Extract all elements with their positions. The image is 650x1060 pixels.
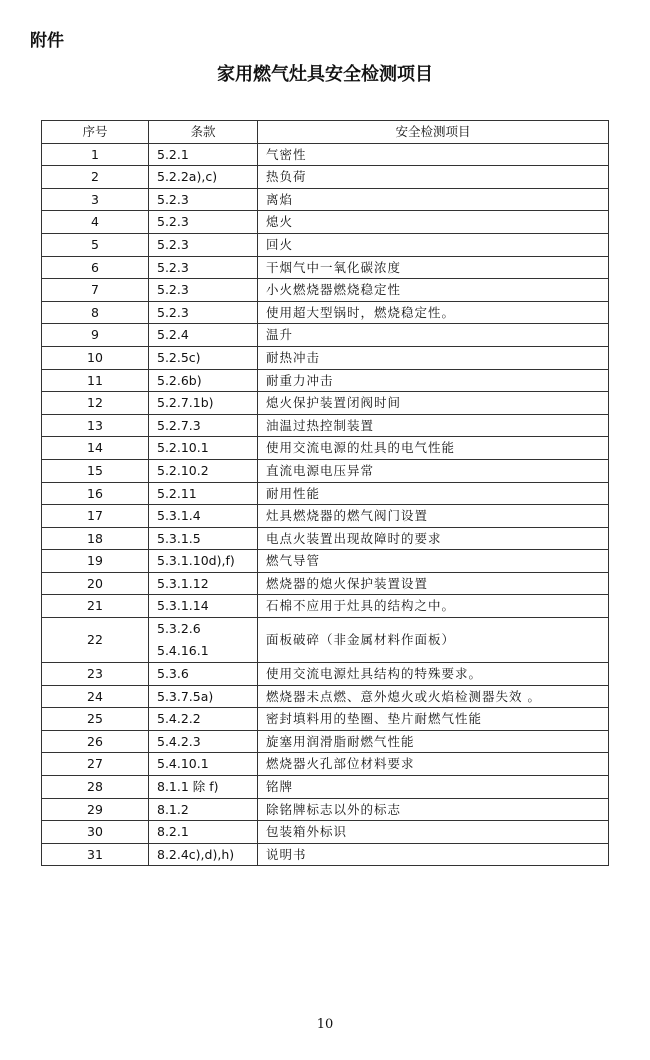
row-test-item: 面板破碎（非金属材料作面板）: [258, 618, 609, 663]
table-row: [42, 211, 609, 234]
table-row: [42, 324, 609, 347]
row-test-item: 油温过热控制装置: [258, 414, 609, 437]
row-test-item: 小火燃烧器燃烧稳定性: [258, 279, 609, 302]
clause-line: 5.4.2.3: [157, 733, 201, 749]
row-serial-number: 15: [42, 459, 149, 482]
row-serial-number: 8: [42, 301, 149, 324]
row-clause: [149, 663, 258, 686]
table-row: [42, 482, 609, 505]
table-row: [42, 708, 609, 731]
clause-line: 5.2.10.1: [157, 440, 209, 456]
row-clause: [149, 527, 258, 550]
table-row: [42, 301, 609, 324]
row-clause: [149, 505, 258, 528]
row-test-item: 熄火保护装置闭阀时间: [258, 392, 609, 415]
row-test-item: 气密性: [258, 143, 609, 166]
row-clause: [149, 482, 258, 505]
row-test-item: 使用交流电源灶具结构的特殊要求。: [258, 663, 609, 686]
document-title: 家用燃气灶具安全检测项目: [217, 64, 433, 85]
table-row: [42, 753, 609, 776]
row-test-item: 燃烧器未点燃、意外熄火或火焰检测器失效 。: [258, 685, 609, 708]
table-row: [42, 572, 609, 595]
clause-line: 5.2.4: [157, 327, 189, 343]
row-serial-number: 24: [42, 685, 149, 708]
table-row: [42, 821, 609, 844]
row-serial-number: 23: [42, 663, 149, 686]
safety-test-items-table: [41, 120, 609, 866]
row-clause: [149, 166, 258, 189]
row-clause: [149, 708, 258, 731]
row-serial-number: 12: [42, 392, 149, 415]
row-clause: [149, 211, 258, 234]
row-clause: [149, 730, 258, 753]
row-clause: [149, 843, 258, 866]
row-serial-number: 31: [42, 843, 149, 866]
row-serial-number: 13: [42, 414, 149, 437]
row-test-item: 灶具燃烧器的燃气阀门设置: [258, 505, 609, 528]
clause-line: 5.4.10.1: [157, 756, 209, 772]
clause-line: 5.4.2.2: [157, 711, 201, 727]
row-serial-number: 26: [42, 730, 149, 753]
row-clause: [149, 346, 258, 369]
clause-line: 5.3.6: [157, 666, 189, 682]
table-row: [42, 188, 609, 211]
table-row: [42, 527, 609, 550]
clause-line: 5.4.16.1: [157, 643, 209, 659]
table-row: [42, 233, 609, 256]
clause-line: 5.2.3: [157, 214, 189, 230]
clause-line: 5.3.1.5: [157, 530, 201, 546]
row-test-item: 包装箱外标识: [258, 821, 609, 844]
row-clause: [149, 550, 258, 573]
row-serial-number: 17: [42, 505, 149, 528]
row-serial-number: 1: [42, 143, 149, 166]
row-serial-number: 3: [42, 188, 149, 211]
row-test-item: 耐热冲击: [258, 346, 609, 369]
row-test-item: 温升: [258, 324, 609, 347]
clause-line: 5.3.1.14: [157, 598, 209, 614]
attachment-label: 附件: [30, 31, 64, 51]
row-clause: [149, 437, 258, 460]
row-serial-number: 20: [42, 572, 149, 595]
row-serial-number: 21: [42, 595, 149, 618]
row-test-item: 电点火装置出现故障时的要求: [258, 527, 609, 550]
row-clause: [149, 685, 258, 708]
row-clause: [149, 279, 258, 302]
clause-line: 5.2.7.3: [157, 417, 201, 433]
page-number: 10: [316, 1017, 334, 1032]
row-test-item: 熄火: [258, 211, 609, 234]
row-serial-number: 28: [42, 776, 149, 799]
clause-line: 5.2.1: [157, 146, 189, 162]
row-test-item: 石棉不应用于灶具的结构之中。: [258, 595, 609, 618]
row-serial-number: 10: [42, 346, 149, 369]
table-row: [42, 346, 609, 369]
row-test-item: 使用交流电源的灶具的电气性能: [258, 437, 609, 460]
row-test-item: 旋塞用润滑脂耐燃气性能: [258, 730, 609, 753]
row-test-item: 除铭牌标志以外的标志: [258, 798, 609, 821]
table-row: [42, 414, 609, 437]
clause-line: 5.2.6b): [157, 372, 202, 388]
row-test-item: 耐重力冲击: [258, 369, 609, 392]
header-test-item: 安全检测项目: [258, 121, 609, 144]
row-serial-number: 27: [42, 753, 149, 776]
row-serial-number: 29: [42, 798, 149, 821]
header-clause: 条款: [149, 121, 258, 144]
row-clause: [149, 324, 258, 347]
row-serial-number: 2: [42, 166, 149, 189]
header-serial-number: 序号: [42, 121, 149, 144]
row-test-item: 燃烧器火孔部位材料要求: [258, 753, 609, 776]
row-clause: [149, 572, 258, 595]
clause-line: 8.1.2: [157, 801, 189, 817]
row-test-item: 回火: [258, 233, 609, 256]
clause-line: 5.2.3: [157, 259, 189, 275]
clause-line: 5.3.2.6: [157, 621, 201, 637]
row-test-item: 燃气导管: [258, 550, 609, 573]
row-serial-number: 9: [42, 324, 149, 347]
row-clause: [149, 776, 258, 799]
table-row: [42, 256, 609, 279]
table-row: [42, 279, 609, 302]
row-clause: [149, 753, 258, 776]
clause-line: 8.2.4c),d),h): [157, 846, 235, 862]
clause-line: 5.2.3: [157, 191, 189, 207]
clause-line: 5.3.1.12: [157, 575, 209, 591]
row-clause: [149, 392, 258, 415]
row-clause: [149, 233, 258, 256]
row-test-item: 说明书: [258, 843, 609, 866]
clause-line: 5.2.2a),c): [157, 169, 218, 185]
row-clause: [149, 369, 258, 392]
clause-line: 5.3.1.10d),f): [157, 553, 235, 569]
row-serial-number: 4: [42, 211, 149, 234]
clause-line: 5.2.5c): [157, 349, 201, 365]
row-test-item: 直流电源电压异常: [258, 459, 609, 482]
row-clause: [149, 301, 258, 324]
row-clause: [149, 256, 258, 279]
row-test-item: 干烟气中一氧化碳浓度: [258, 256, 609, 279]
row-test-item: 热负荷: [258, 166, 609, 189]
row-serial-number: 6: [42, 256, 149, 279]
table-row: [42, 730, 609, 753]
row-test-item: 铭牌: [258, 776, 609, 799]
row-serial-number: 22: [42, 618, 149, 663]
table-header-row: [42, 121, 609, 144]
row-test-item: 使用超大型锅时，燃烧稳定性。: [258, 301, 609, 324]
table-row: [42, 437, 609, 460]
clause-line: 5.2.3: [157, 282, 189, 298]
row-serial-number: 16: [42, 482, 149, 505]
table-row: [42, 798, 609, 821]
clause-line: 8.1.1 除 f): [157, 779, 219, 795]
row-test-item: 离焰: [258, 188, 609, 211]
row-serial-number: 19: [42, 550, 149, 573]
row-clause: [149, 414, 258, 437]
clause-line: 5.2.10.2: [157, 462, 209, 478]
table-row: [42, 550, 609, 573]
table-row: [42, 776, 609, 799]
row-clause: [149, 188, 258, 211]
table-row: [42, 685, 609, 708]
table-row: [42, 369, 609, 392]
table-row: [42, 663, 609, 686]
row-serial-number: 30: [42, 821, 149, 844]
clause-line: 5.2.3: [157, 304, 189, 320]
row-clause: [149, 143, 258, 166]
clause-line: 5.2.11: [157, 485, 197, 501]
table-row: [42, 392, 609, 415]
row-clause: [149, 798, 258, 821]
table-row: [42, 459, 609, 482]
clause-line: 5.2.3: [157, 236, 189, 252]
clause-line: 5.2.7.1b): [157, 395, 214, 411]
row-serial-number: 11: [42, 369, 149, 392]
row-test-item: 密封填料用的垫圈、垫片耐燃气性能: [258, 708, 609, 731]
row-clause: [149, 595, 258, 618]
clause-line: 8.2.1: [157, 824, 189, 840]
row-serial-number: 18: [42, 527, 149, 550]
clause-line: 5.3.1.4: [157, 508, 201, 524]
row-clause: [149, 821, 258, 844]
row-serial-number: 7: [42, 279, 149, 302]
table-row: [42, 843, 609, 866]
table-row: [42, 595, 609, 618]
table-row: [42, 143, 609, 166]
table-row: [42, 618, 609, 663]
table-row: [42, 166, 609, 189]
row-serial-number: 14: [42, 437, 149, 460]
row-serial-number: 5: [42, 233, 149, 256]
row-test-item: 燃烧器的熄火保护装置设置: [258, 572, 609, 595]
row-clause: [149, 618, 258, 663]
row-clause: [149, 459, 258, 482]
row-serial-number: 25: [42, 708, 149, 731]
row-test-item: 耐用性能: [258, 482, 609, 505]
clause-line: 5.3.7.5a): [157, 688, 214, 704]
table-row: [42, 505, 609, 528]
